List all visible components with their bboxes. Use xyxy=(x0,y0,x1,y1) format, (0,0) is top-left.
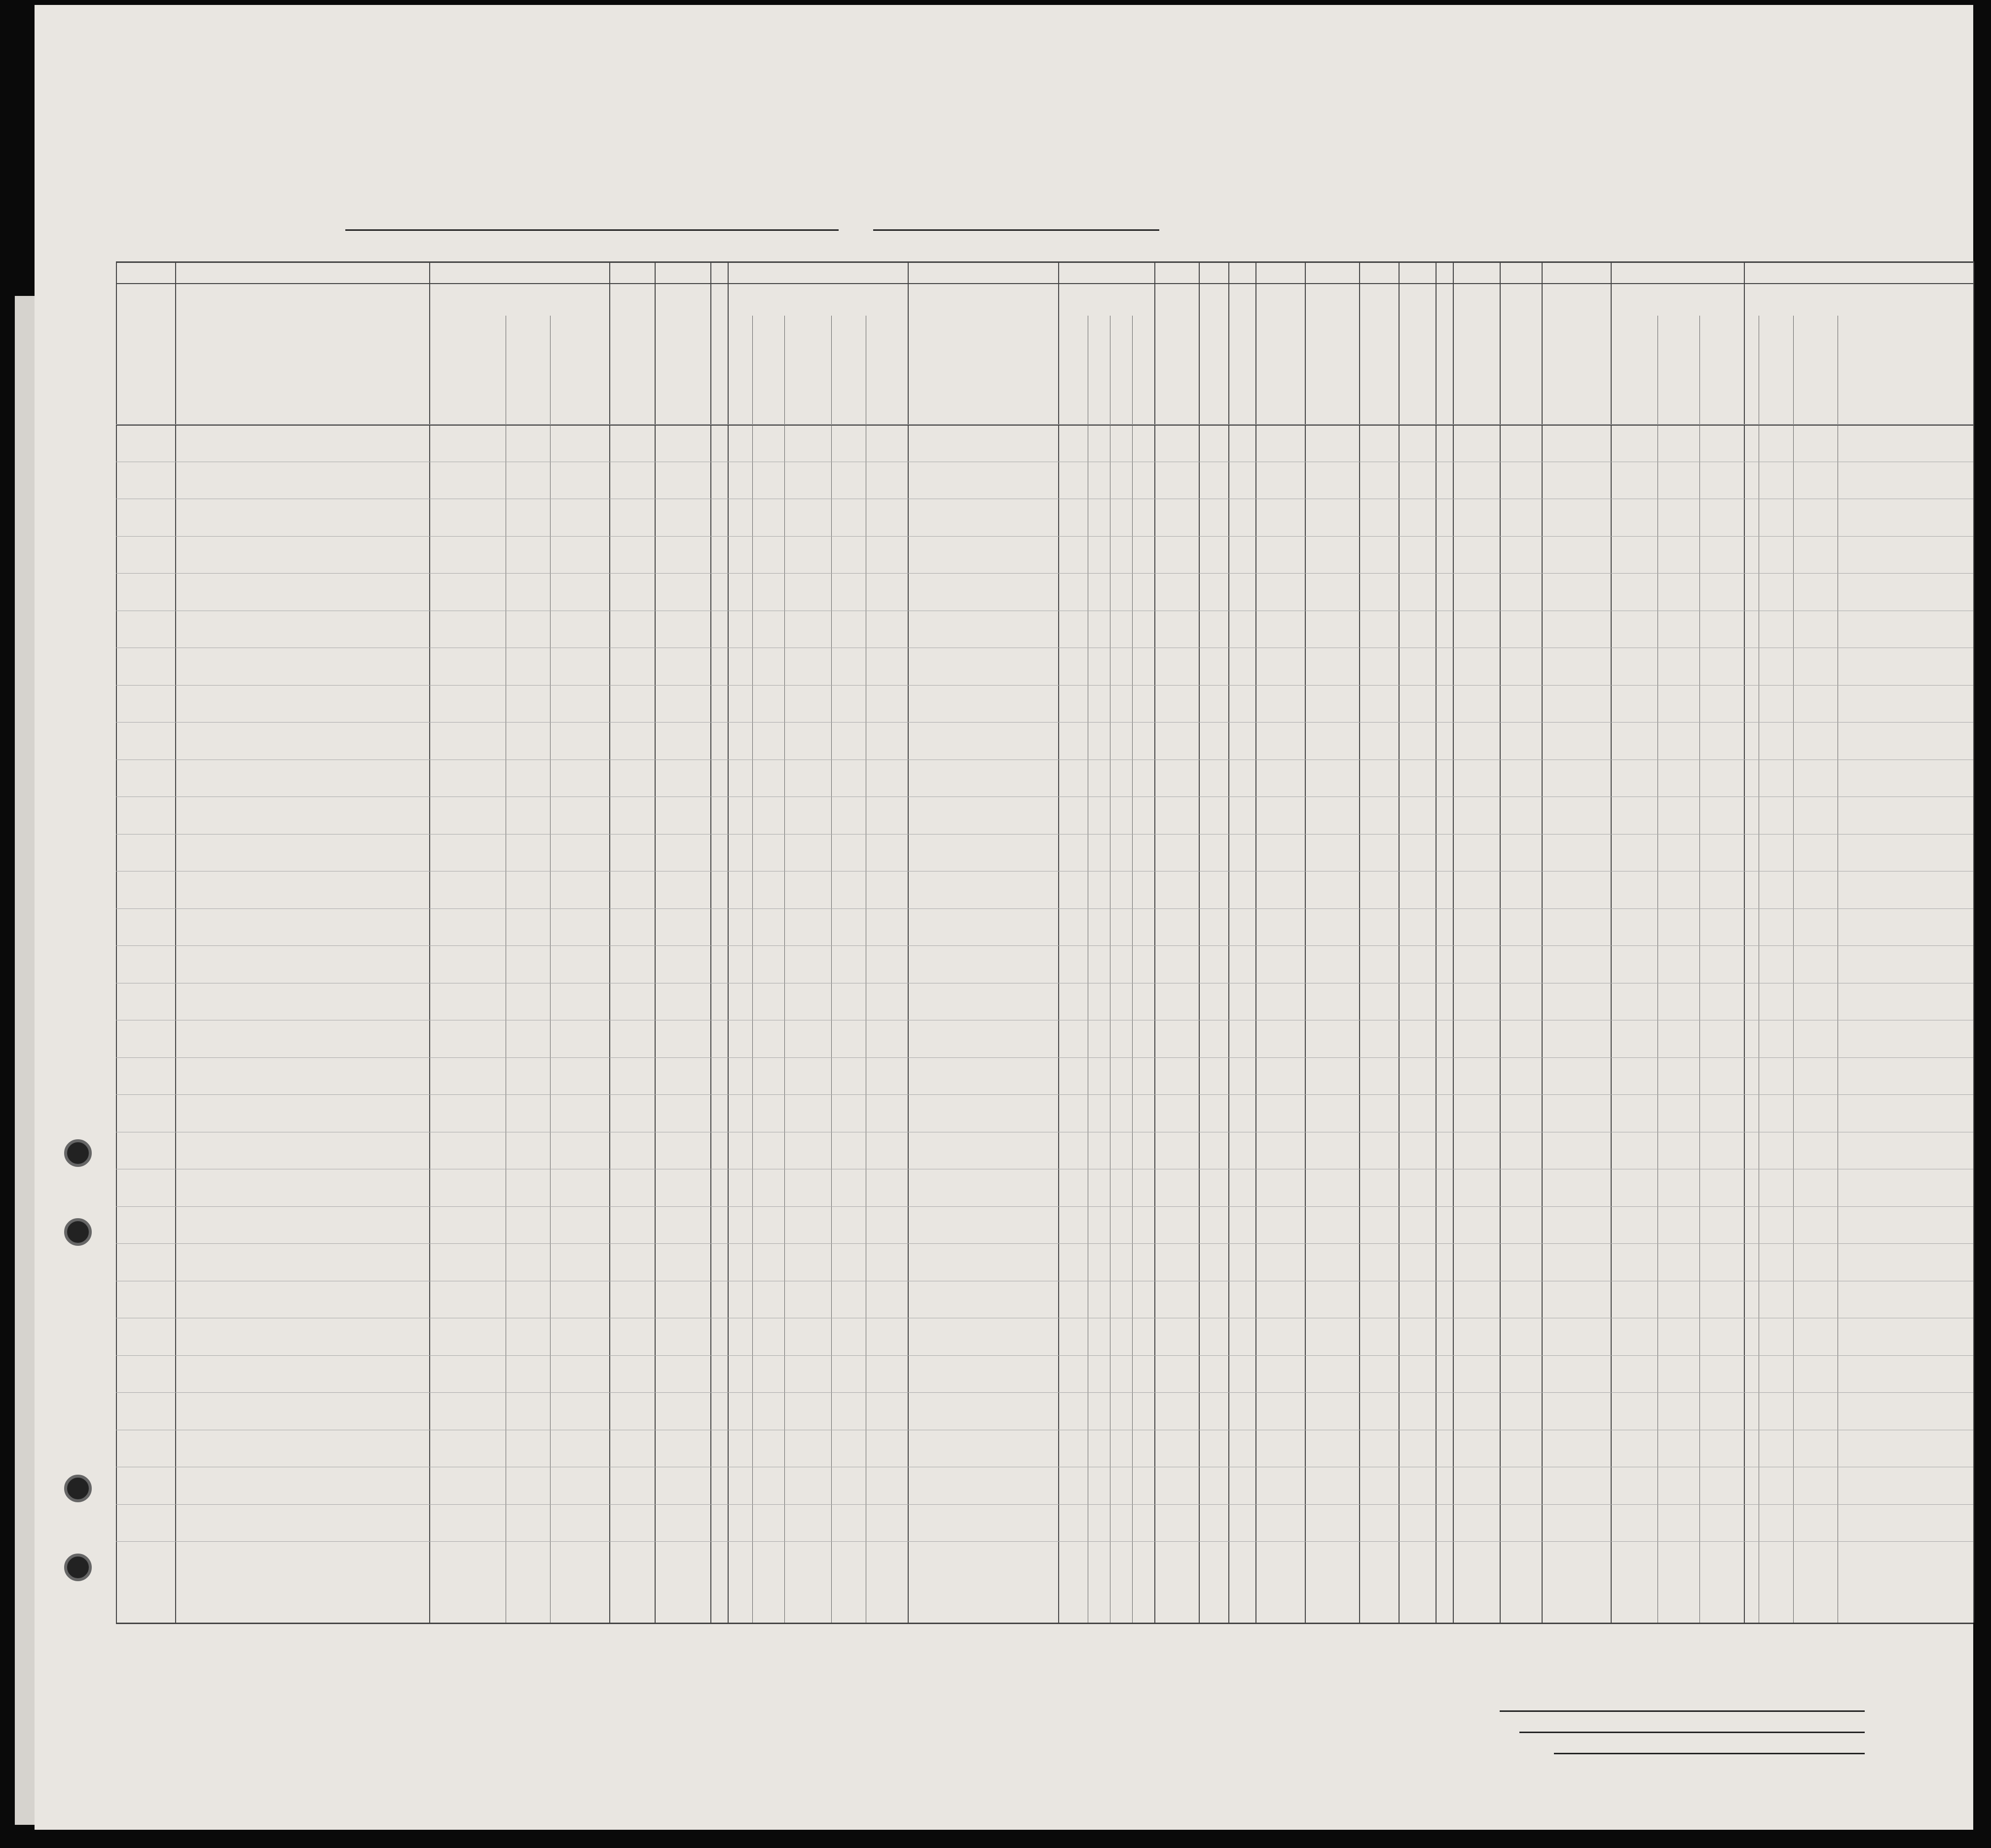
agents-underline xyxy=(1554,1753,1865,1754)
column-divider xyxy=(1453,261,1454,1623)
column-divider xyxy=(1542,261,1543,1623)
column-number xyxy=(908,261,1058,283)
column-divider xyxy=(1199,261,1200,1623)
subcolumn-divider xyxy=(784,316,785,1623)
column-divider xyxy=(710,261,711,1623)
row-rule xyxy=(116,1355,1973,1356)
row-rule xyxy=(116,1206,1973,1207)
column-number xyxy=(1305,261,1359,283)
row-rule xyxy=(116,945,1973,946)
table-bottom-line xyxy=(116,1623,1973,1624)
line-underline xyxy=(1500,1710,1865,1712)
column-number xyxy=(1255,261,1305,283)
column-divider xyxy=(1058,261,1059,1623)
row-rule xyxy=(116,424,1973,425)
subcolumn-divider xyxy=(550,316,551,1623)
row-rule xyxy=(116,722,1973,723)
column-divider xyxy=(1154,261,1155,1623)
column-divider xyxy=(1228,261,1229,1623)
column-number xyxy=(175,261,429,283)
row-rule xyxy=(116,1057,1973,1058)
column-divider xyxy=(655,261,656,1623)
column-divider xyxy=(1399,261,1400,1623)
column-divider xyxy=(908,261,909,1623)
binder-hole-4 xyxy=(64,1554,92,1581)
column-divider xyxy=(429,261,430,1623)
subcolumn-divider xyxy=(1793,316,1794,1623)
column-number xyxy=(655,261,710,283)
column-divider xyxy=(1436,261,1437,1623)
column-divider xyxy=(1973,261,1974,1623)
column-divider xyxy=(175,261,176,1623)
column-number xyxy=(1228,261,1255,283)
column-number xyxy=(1399,261,1436,283)
column-number xyxy=(116,261,175,283)
passenger-table xyxy=(116,261,1973,1623)
column-number xyxy=(1058,261,1154,283)
column-divider xyxy=(1255,261,1256,1623)
column-number xyxy=(1359,261,1399,283)
row-rule xyxy=(116,1504,1973,1505)
owners-underline xyxy=(1519,1732,1865,1733)
column-divider xyxy=(116,261,117,1623)
column-number xyxy=(1542,261,1611,283)
row-rule xyxy=(116,536,1973,537)
subcolumn-divider xyxy=(752,316,753,1623)
port-underline xyxy=(345,229,839,231)
column-number xyxy=(1436,261,1453,283)
column-divider xyxy=(1744,261,1745,1623)
binder-hole-1 xyxy=(64,1139,92,1167)
column-divider xyxy=(728,261,729,1623)
column-divider xyxy=(1359,261,1360,1623)
column-number xyxy=(1500,261,1542,283)
column-number-line xyxy=(116,283,1973,284)
row-rule xyxy=(116,573,1973,574)
row-rule xyxy=(116,685,1973,686)
column-number xyxy=(609,261,655,283)
column-divider xyxy=(1305,261,1306,1623)
subcolumn-divider xyxy=(1699,316,1700,1623)
column-number xyxy=(1453,261,1500,283)
column-number xyxy=(1154,261,1199,283)
row-rule xyxy=(116,1094,1973,1095)
column-number xyxy=(1744,261,1973,283)
row-rule xyxy=(116,1243,1973,1244)
date-underline xyxy=(873,229,1159,231)
binder-hole-3 xyxy=(64,1475,92,1502)
column-number xyxy=(429,261,609,283)
column-number xyxy=(1199,261,1228,283)
row-rule xyxy=(116,908,1973,909)
column-number xyxy=(728,261,908,283)
column-divider xyxy=(1500,261,1501,1623)
subcolumn-divider xyxy=(1132,316,1133,1623)
binder-hole-2 xyxy=(64,1218,92,1246)
row-rule xyxy=(116,1541,1973,1542)
subcolumn-divider xyxy=(831,316,832,1623)
column-divider xyxy=(609,261,610,1623)
column-divider xyxy=(1611,261,1612,1623)
column-number xyxy=(1611,261,1744,283)
row-rule xyxy=(116,1392,1973,1393)
column-number xyxy=(710,261,728,283)
